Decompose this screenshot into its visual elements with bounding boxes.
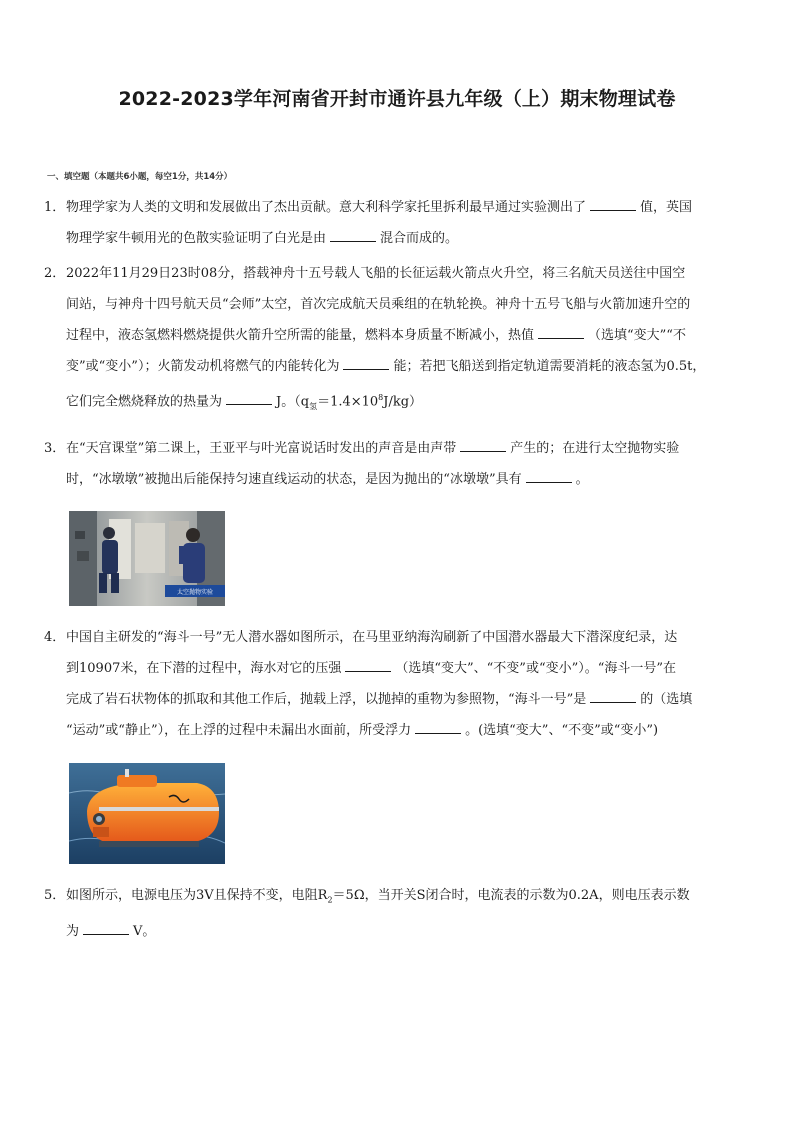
submersible-photo	[69, 763, 225, 864]
answer-blank[interactable]	[590, 198, 636, 211]
space-lesson-photo	[69, 511, 225, 606]
question-2: 2．2022年11月29日23时08分，搭载神舟十五号载人飞船的长征运载火箭点火升空，将三名航天员送往中国空 间站，与神舟十四号航天员“会师”太空，首次完成航天员乘组的在轨轮换。神舟十五号飞船与火箭加速升空的 过程中，液态氢燃料燃烧提供火箭升空所需的能量，燃料本身质量不断减小，热值 （选填“变大”“不 变”或“变小”）；火箭发动机将燃气的内能转化为 能；若把飞船送到指定轨道需要消耗的液态氢为0.5t， 它们完全燃烧释放的热量为 J。$(q_氢=1.4\times 10^8J/kg)$	[44, 258, 750, 422]
section-heading: 一、填空题（本题共6小题，每空1分，共14分）	[47, 172, 233, 182]
question-3: 3．在“天宫课堂”第二课上，王亚平与叶光富说话时发出的声音是由声带 产生的；在进行太空抛物实验 时，“冰墩墩”被抛出后能保持匀速直线运动的状态，是因为抛出的“冰墩墩”具有 。	[44, 433, 750, 495]
question-number: 5．	[44, 888, 66, 903]
question-number: 3．	[44, 441, 66, 456]
question-number: 4．	[44, 630, 66, 645]
question-number: 2．	[44, 266, 66, 281]
answer-blank[interactable]	[345, 659, 391, 672]
question-number: 1．	[44, 200, 66, 215]
answer-blank[interactable]	[415, 721, 461, 734]
answer-blank[interactable]	[460, 439, 506, 452]
photo-caption: 太空抛物实验	[176, 589, 214, 596]
page-title: 2022-2023学年河南省开封市通许县九年级（上）期末物理试卷	[118, 88, 676, 110]
question-5: 5．如图所示，电源电压为3V且保持不变，电阻$R_2=5\Omega$，当开关S闭合时，电流表的示数为0.2A，则电压表示数 为 V。	[44, 880, 750, 947]
question-4: 4．中国自主研发的“海斗一号”无人潜水器如图所示，在马里亚纳海沟刷新了中国潜水器最大下潜深度纪录，达 到10907米，在下潜的过程中，海水对它的压强 （选填“变大”、“不变”或“变小”）。“海斗一号”在 完成了岩石状物体的抓取和其他工作后，抛载上浮，以抛掉的重物为参照物，“海斗一号”是 的（选填 “运动”或“静止”），在上浮的过程中未漏出水面前，所受浮力 。(选填“变大”、“不变”或“变小”)	[44, 622, 750, 746]
question-1: 1．物理学家为人类的文明和发展做出了杰出贡献。意大利科学家托里拆利最早通过实验测出了 值，英国 物理学家牛顿用光的色散实验证明了白光是由 混合而成的。	[44, 192, 750, 254]
answer-blank[interactable]	[538, 326, 584, 339]
answer-blank[interactable]	[330, 229, 376, 242]
answer-blank[interactable]	[226, 392, 272, 405]
answer-blank[interactable]	[83, 922, 129, 935]
answer-blank[interactable]	[526, 470, 572, 483]
answer-blank[interactable]	[590, 690, 636, 703]
answer-blank[interactable]	[343, 357, 389, 370]
